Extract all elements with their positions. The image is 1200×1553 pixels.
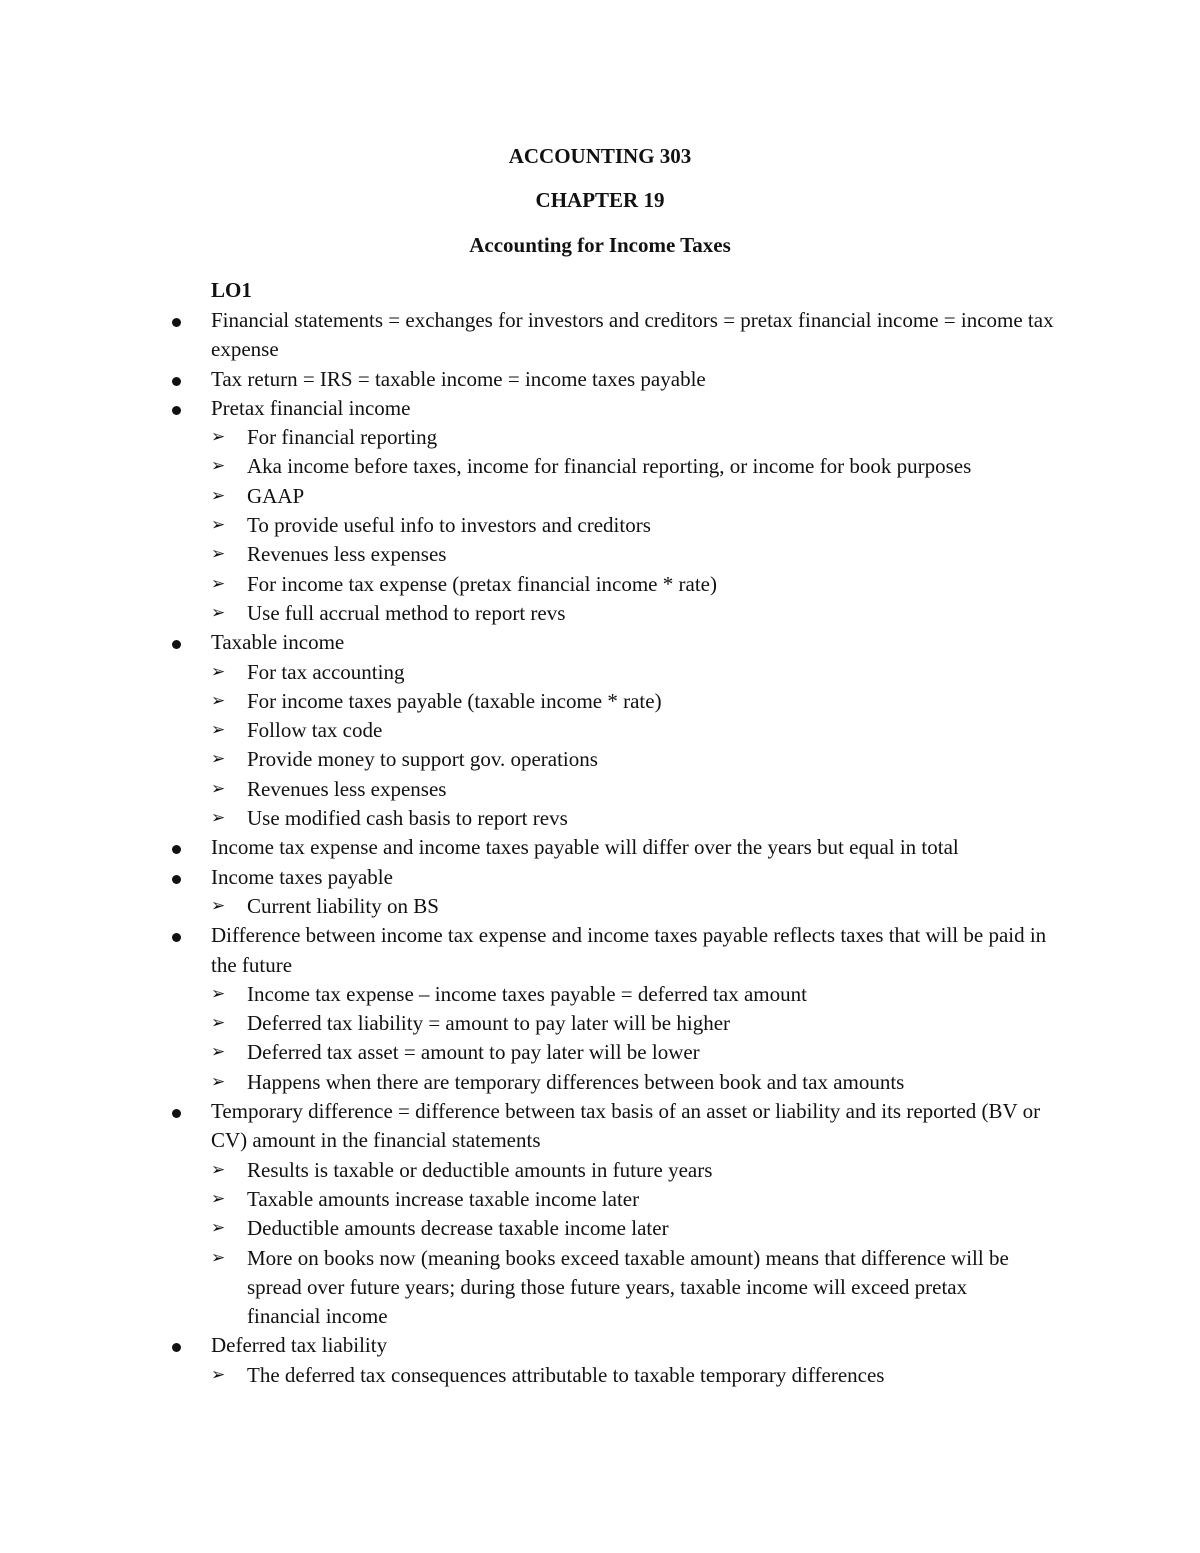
bullet-text: Income tax expense and income taxes payable will differ over the years but equal in total [211,835,959,860]
sub-item [211,775,1037,804]
sub-item-text: Current liability on BS [247,893,439,918]
bullet-text: Pretax financial income [211,395,411,420]
arrow-bullet-icon: ➢ [211,485,226,506]
course-title: ACCOUNTING 303 [508,144,692,168]
sub-list [211,423,1071,628]
arrow-bullet-icon: ➢ [211,1071,226,1092]
sub-item-text: Revenues less expenses [247,542,447,567]
arrow-bullet-icon: ➢ [211,808,226,829]
sub-item-text: Use modified cash basis to report revs [247,806,568,831]
bullet-item [0,921,1071,1097]
sub-item-text: To provide useful info to investors and creditors [247,513,651,538]
bullet-item [0,628,1071,833]
section-label: LO1 [211,278,252,302]
bullet-item [0,306,1071,365]
sub-item-text: Follow tax code [247,718,383,743]
bullet-dot-icon [172,845,181,854]
arrow-bullet-icon: ➢ [211,1247,226,1268]
sub-item-text: Aka income before taxes, income for financial reporting, or income for book purposes [247,454,972,479]
sub-item [211,452,1037,481]
arrow-bullet-icon: ➢ [211,1042,226,1063]
chapter-heading: CHAPTER 19 [535,188,665,212]
bullet-item [0,1331,1071,1390]
bullet-item [0,1097,1071,1331]
sub-item [211,1009,1037,1038]
bullet-dot-icon [172,406,181,415]
notes-outline [0,306,1200,1390]
bullet-dot-icon [172,377,181,386]
bullet-dot-icon [172,1343,181,1352]
sub-item-text: GAAP [247,483,305,508]
bullet-text: Income taxes payable [211,864,393,889]
sub-item [211,1244,1037,1332]
sub-item-text: Use full accrual method to report revs [247,600,566,625]
arrow-bullet-icon: ➢ [211,1364,226,1385]
sub-item-text: Deductible amounts decrease taxable income later [247,1216,669,1241]
sub-list [211,1361,1071,1390]
sub-item-text: Happens when there are temporary differences between book and tax amounts [247,1069,905,1094]
sub-item [211,658,1037,687]
sub-list [211,1156,1071,1332]
bullet-item [0,863,1071,922]
sub-item-text: Income tax expense – income taxes payable = deferred tax amount [247,981,807,1006]
sub-item [211,1185,1037,1214]
sub-item [211,1361,1037,1390]
arrow-bullet-icon: ➢ [211,515,226,536]
arrow-bullet-icon: ➢ [211,573,226,594]
sub-item [211,511,1037,540]
sub-item [211,423,1037,452]
sub-item-text: For tax accounting [247,659,405,684]
arrow-bullet-icon: ➢ [211,1013,226,1034]
sub-item-text: Provide money to support gov. operations [247,747,598,772]
arrow-bullet-icon: ➢ [211,661,226,682]
sub-item [211,804,1037,833]
sub-item [211,570,1037,599]
arrow-bullet-icon: ➢ [211,749,226,770]
bullet-text: Temporary difference = difference between tax basis of an asset or liability and its reported (BV or CV) amount in the financial statements [211,1099,1041,1153]
sub-item-text: For financial reporting [247,425,438,450]
sub-item [211,1068,1037,1097]
sub-list [211,980,1071,1097]
arrow-bullet-icon: ➢ [211,1159,226,1180]
bullet-item [0,394,1071,628]
arrow-bullet-icon: ➢ [211,983,226,1004]
bullet-item [0,833,1071,862]
arrow-bullet-icon: ➢ [211,456,226,477]
sub-item [211,716,1037,745]
sub-item [211,892,1037,921]
sub-item [211,540,1037,569]
chapter-title: Accounting for Income Taxes [469,233,731,257]
bullet-dot-icon [172,933,181,942]
arrow-bullet-icon: ➢ [211,895,226,916]
arrow-bullet-icon: ➢ [211,544,226,565]
sub-item [211,599,1037,628]
sub-item-text: Revenues less expenses [247,776,447,801]
bullet-dot-icon [172,875,181,884]
bullet-text: Difference between income tax expense and income taxes payable reflects taxes that will be paid in the future [211,923,1047,977]
arrow-bullet-icon: ➢ [211,1188,226,1209]
bullet-text: Taxable income [211,630,345,655]
arrow-bullet-icon: ➢ [211,778,226,799]
sub-item [211,1038,1037,1067]
sub-item-text: Taxable amounts increase taxable income later [247,1186,640,1211]
sub-item [211,980,1037,1009]
bullet-text: Financial statements = exchanges for investors and creditors = pretax financial income = income tax expense [211,308,1054,362]
sub-item [211,687,1037,716]
sub-item [211,1214,1037,1243]
sub-item [211,1156,1037,1185]
sub-item-text: Deferred tax asset = amount to pay later will be lower [247,1040,700,1065]
bullet-dot-icon [172,318,181,327]
bullet-dot-icon [172,640,181,649]
sub-item [211,745,1037,774]
sub-item-text: For income taxes payable (taxable income * rate) [247,688,662,713]
sub-item-text: For income tax expense (pretax financial income * rate) [247,571,717,596]
arrow-bullet-icon: ➢ [211,720,226,741]
sub-item-text: More on books now (meaning books exceed taxable amount) means that difference will be spread over future years; during those future years, taxable income will exceed pretax financial income [247,1245,1009,1329]
sub-list [211,658,1071,834]
bullet-item [0,365,1071,394]
sub-item-text: The deferred tax consequences attributable to taxable temporary differences [247,1362,885,1387]
arrow-bullet-icon: ➢ [211,690,226,711]
sub-item-text: Results is taxable or deductible amounts in future years [247,1157,713,1182]
sub-list [211,892,1071,921]
arrow-bullet-icon: ➢ [211,1218,226,1239]
bullet-text: Deferred tax liability [211,1333,388,1358]
sub-item-text: Deferred tax liability = amount to pay later will be higher [247,1011,731,1036]
sub-item [211,482,1037,511]
bullet-dot-icon [172,1109,181,1118]
arrow-bullet-icon: ➢ [211,427,226,448]
arrow-bullet-icon: ➢ [211,602,226,623]
bullet-text: Tax return = IRS = taxable income = income taxes payable [211,366,706,391]
